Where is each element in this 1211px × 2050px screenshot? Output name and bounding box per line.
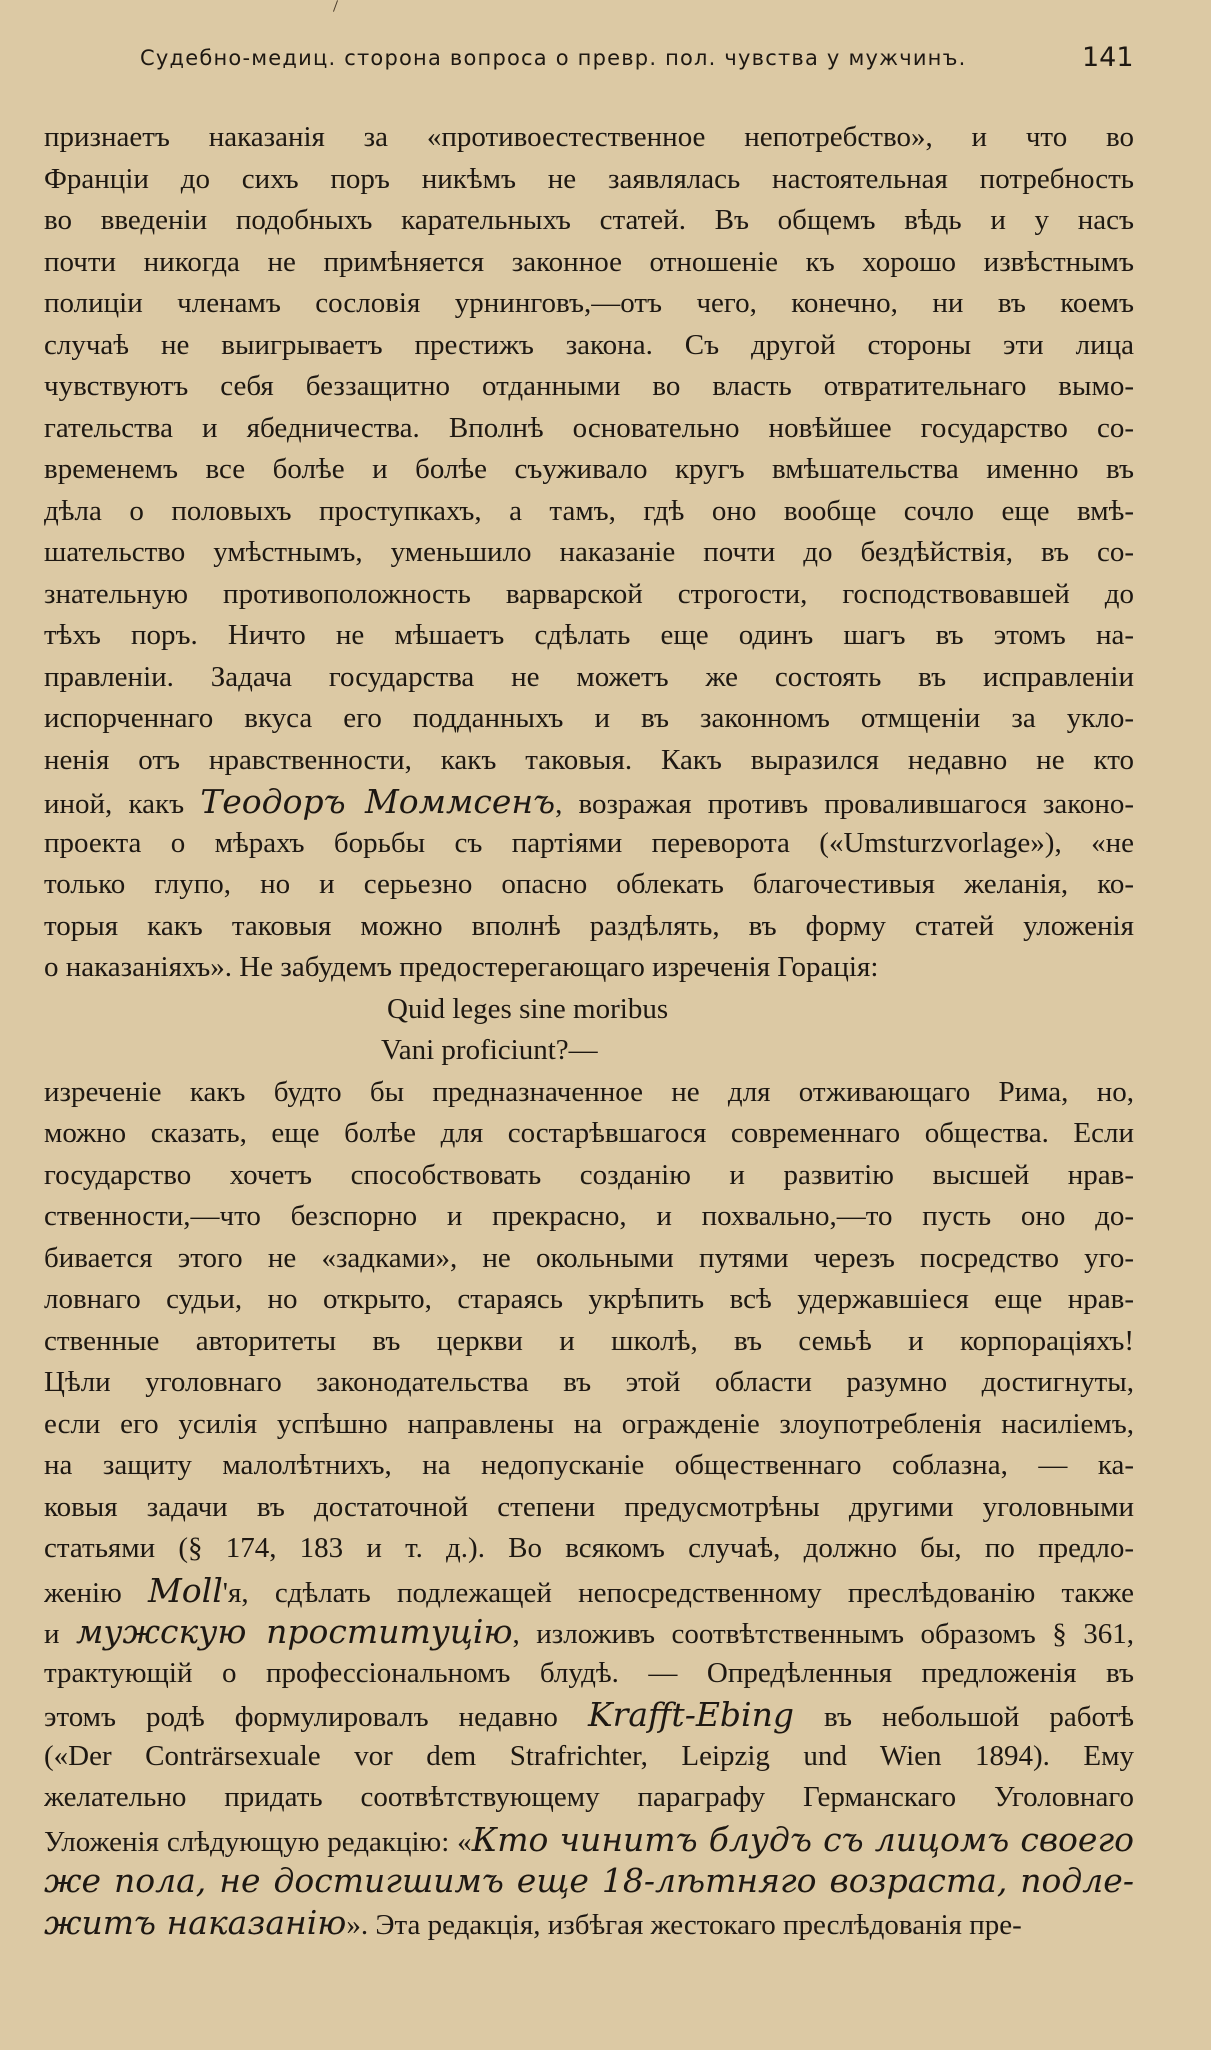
text-line [44, 1570, 1134, 1612]
text-line: проекта о мѣрахъ борьбы съ партіями переворота («Umsturzvorlage»), «не [44, 826, 1134, 859]
line-segment: иной, какъ [44, 788, 201, 820]
text-line: государство хочетъ способствовать созданію и развитію высшей нрав- [44, 1158, 1134, 1191]
line-segment: 'я, сдѣлать подлежащей непосредственному преслѣдованію также [222, 1576, 1134, 1609]
text-line: испорченнаго вкуса его подданныхъ и въ законномъ отмщеніи за укло- [44, 702, 1134, 734]
text-line: правленіи. Задача государства не можетъ же состоять въ исправленіи [44, 660, 1134, 693]
text-line: желательно придать соотвѣтствующему параграфу Германскаго Уголовнаго [44, 1781, 1134, 1813]
line-segment: въ небольшой работѣ [794, 1701, 1134, 1733]
text-line [44, 781, 1134, 823]
text-line [44, 1611, 1134, 1653]
text-line [44, 1902, 1134, 1944]
line-segment: , возражая противъ провалившагося законо- [555, 788, 1134, 820]
text-line: случаѣ не выигрываетъ престижъ закона. Съ другой стороны эти лица [44, 328, 1134, 361]
text-line: ственные авторитеты въ церкви и школѣ, въ семьѣ и корпораціяхъ! [44, 1324, 1134, 1357]
text-line: трактующій о профессіональномъ блудѣ. — Опредѣленныя предложенія въ [44, 1656, 1134, 1689]
line-segment: женію [44, 1576, 149, 1609]
text-line: бивается этого не «задками», не окольными путями черезъ посредство уго- [44, 1241, 1134, 1274]
running-header: Судебно-медиц. сторона вопроса о превр. пол. чувства у мужчинъ. [140, 46, 967, 70]
text-line: гательства и ябедничества. Вполнѣ основательно новѣйшее государство со- [44, 411, 1134, 444]
text-line: («Der Conträrsexuale vor dem Strafrichter, Leipzig und Wien 1894). Ему [44, 1739, 1134, 1772]
text-line: только глупо, но и серьезно опасно облекать благочестивыя желанія, ко- [44, 868, 1134, 900]
text-line [44, 1819, 1134, 1861]
text-line: ненія отъ нравственности, какъ таковыя. Какъ выразился недавно не кто [44, 743, 1134, 776]
text-line: ственности,—что безспорно и прекрасно, и похвально,—то пусть оно до- [44, 1200, 1134, 1232]
text-line: чувствуютъ себя беззащитно отданными во власть отвратительнаго вымо- [44, 370, 1134, 402]
quote-line: Quid leges sine moribus [387, 992, 669, 1025]
text-line: ловнаго судьи, но открыто, стараясь укрѣпить всѣ удержавшіеся еще нрав- [44, 1283, 1134, 1315]
text-line: дѣла о половыхъ проступкахъ, а тамъ, гдѣ оно вообще сочло еще вмѣ- [44, 494, 1134, 527]
text-line: изреченіе какъ будто бы предназначенное не для отживающаго Рима, но, [44, 1075, 1134, 1108]
text-line: временемъ все болѣе и болѣе съуживало кругъ вмѣшательства именно въ [44, 453, 1134, 485]
text-line: во введеніи подобныхъ карательныхъ статей. Въ общемъ вѣдь и у насъ [44, 204, 1134, 236]
text-line [44, 1694, 1134, 1736]
text-line: торыя какъ таковыя можно вполнѣ раздѣлять, въ форму статей уложенія [44, 909, 1134, 942]
emphasis-name: Krafft-Ebing [587, 1695, 794, 1734]
page-number: 141 [1082, 42, 1134, 73]
text-line: полиціи членамъ сословія урнинговъ,—отъ чего, конечно, ни въ коемъ [44, 287, 1134, 319]
page-mark [333, 0, 338, 12]
text-line: почти никогда не примѣняется законное отношеніе къ хорошо извѣстнымъ [44, 245, 1134, 278]
text-line: можно сказать, еще болѣе для состарѣвшагося современнаго общества. Если [44, 1117, 1134, 1149]
text-line: тѣхъ поръ. Ничто не мѣшаетъ сдѣлать еще одинъ шагъ въ этомъ на- [44, 619, 1134, 651]
emphasis-quote-line: же пола, не достигшимъ еще 18-лѣтняго возраста, подле- [44, 1861, 1134, 1900]
line-segment: этомъ родѣ формулировалъ недавно [44, 1701, 588, 1733]
text-line: если его усилія успѣшно направлены на огражденіе злоупотребленія насиліемъ, [44, 1407, 1134, 1440]
quote-line: Vani proficiunt?— [381, 1034, 598, 1066]
emphasis-quote: Кто чинитъ блудъ съ лицомъ своего [471, 1819, 1134, 1859]
emphasis-name: Теодоръ Моммсенъ [200, 782, 556, 821]
text-line: Цѣли уголовнаго законодательства въ этой области разумно достигнуты, [44, 1366, 1134, 1398]
text-line: на защиту малолѣтнихъ, на недопусканіе общественнаго соблазна, — ка- [44, 1449, 1134, 1481]
text-line: статьями (§ 174, 183 и т. д.). Во всякомъ случаѣ, должно бы, по предло- [44, 1532, 1134, 1564]
line-segment: ». Эта редакція, избѣгая жестокаго преслѣдованія пре- [346, 1908, 1022, 1941]
emphasis-name: Moll [148, 1570, 223, 1610]
text-line: шательство умѣстнымъ, уменьшило наказаніе почти до бездѣйствія, въ со- [44, 536, 1134, 568]
line-segment: Уложенія слѣдующую редакцію: « [44, 1825, 472, 1858]
text-line: Франціи до сихъ поръ никѣмъ не заявлялась настоятельная потребность [44, 162, 1134, 195]
emphasis-term: мужскую проституцію [76, 1612, 513, 1651]
text-line: признаетъ наказанія за «противоестественное непотребство», и что во [44, 121, 1134, 153]
emphasis-quote: житъ наказанію [44, 1902, 347, 1942]
line-segment: и [44, 1618, 77, 1650]
line-segment: , изложивъ соотвѣтственнымъ образомъ § 361, [512, 1618, 1134, 1650]
body-text [44, 117, 1134, 1943]
text-line: о наказаніяхъ». Не забудемъ предостерегающаго изреченія Горація: [44, 951, 879, 983]
text-line: ковыя задачи въ достаточной степени предусмотрѣны другими уголовными [44, 1490, 1134, 1523]
text-line: знательную противоположность варварской строгости, господствовавшей до [44, 577, 1134, 610]
